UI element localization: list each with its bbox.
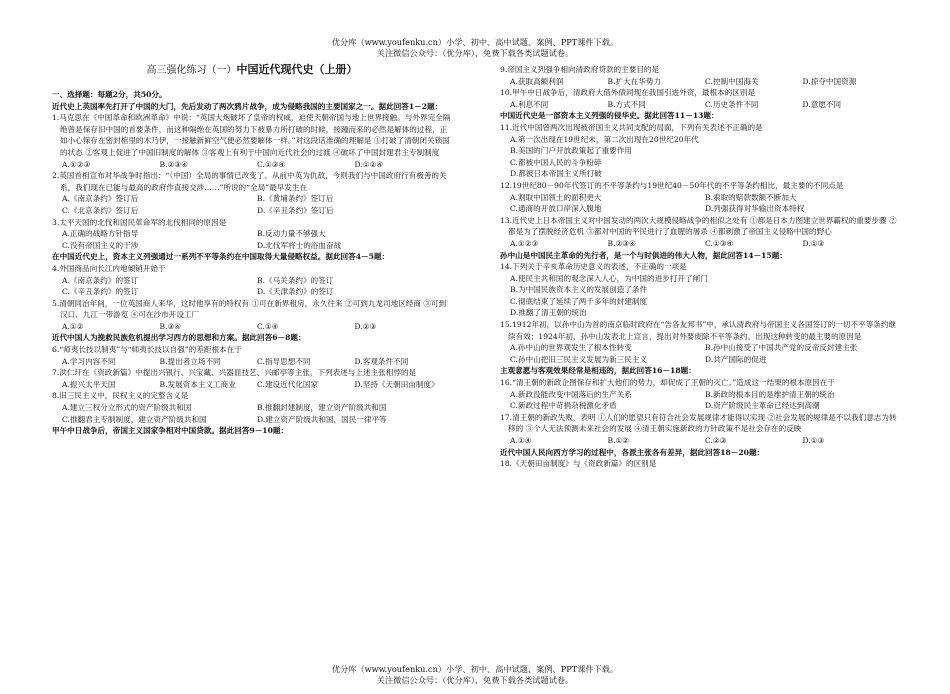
option: A.利息不同 xyxy=(510,99,549,109)
passage-2: 在中国近代史上，资本主义列强通过一系列不平等条约在中国取得大量侵略权益。据此回答4－5题： xyxy=(52,252,390,262)
option: B.发展资本主义工商业 xyxy=(159,379,236,389)
option: A.学习内容不同 xyxy=(62,356,116,366)
option: B.反动力量不够强大 xyxy=(257,229,326,239)
option: B.《马关条约》的签订 xyxy=(257,275,334,285)
option: C.历史条件不同 xyxy=(705,99,759,109)
option: D.①③ xyxy=(802,436,825,445)
option: B.②③④ xyxy=(159,159,188,169)
question-7: 7.洪仁玕在《资政新篇》中提出兴银行、兴宝藏、兴器皿技艺、兴邮亭等主张，下列表述与上述主张相悖的是 xyxy=(52,368,417,378)
option: A.第一次出现在19世纪末，第二次出现在20世纪20年代 xyxy=(510,134,699,144)
option: D.推翻了清王朝的统治 xyxy=(510,308,587,318)
question-14: 14.下列关于辛亥革命历史意义的表述，不正确的一项是 xyxy=(500,262,687,272)
option: A.使民主共和国的观念深入人心，为中国的进步打开了闸门 xyxy=(510,273,708,283)
option: B.推翻封建制度，建立资产阶级共和国 xyxy=(257,403,387,413)
option: B.孙中山接受了中国共产党的反帝反封建主张 xyxy=(705,343,858,353)
option: A.①②③ xyxy=(510,238,539,248)
option: A.割取中国领土的面积更大 xyxy=(510,192,602,202)
option: D.《辛丑条约》签订后 xyxy=(257,205,334,215)
option: B.提出者立场不同 xyxy=(159,356,221,366)
question-16-options xyxy=(500,389,900,412)
option: A.建立三权分立形式的资产阶级共和国 xyxy=(62,403,192,413)
question-6: 6.“师夷长技以制夷”与“师夷长技以自强”的差距根本在于 xyxy=(52,345,242,355)
page-header xyxy=(0,37,950,59)
option: B.新政的根本目的是维护清王朝的统治 xyxy=(705,389,835,399)
question-1-options xyxy=(52,159,452,171)
question-18: 18.《天朝田亩制度》与《资政新篇》的区别是 xyxy=(500,459,657,469)
option: B.③④ xyxy=(159,321,182,331)
right-column xyxy=(500,64,900,470)
question-15: 15.1912年初，以孙中山为首的南京临时政府在“告各友邦书”中，承认清政府与帝国主义各国签订的一切不平等条约继续有效；1924年初，孙中山发表北上宣言，提出对外要废除不平等条约。出现这种转变的最主要的原因是 xyxy=(500,320,897,341)
question-4-options xyxy=(52,275,452,298)
option: D.意愿不同 xyxy=(802,99,842,109)
question-12: 12.19世纪80－90年代签订的不平等条约与19世纪40－50年代的不平等条约相比，最主要的不同点是 xyxy=(500,180,844,190)
option: C.①③④ xyxy=(257,159,286,169)
title-prefix: 高三强化练习（一） xyxy=(146,65,237,76)
option: A.《南京条约》签订后 xyxy=(62,194,139,204)
option: C.推翻君主专制制度，建立资产阶级共和国 xyxy=(62,414,207,424)
passage-5: 中国近代史是一部资本主义列强的侵华史。据此回答11－13题： xyxy=(500,111,719,121)
question-15-options xyxy=(500,342,900,365)
question-17-options xyxy=(500,435,900,447)
option: D.①③ xyxy=(802,238,825,248)
passage-4: 甲午中日战争后，帝国主义国家争相对中国贷款。据此回答9－10题： xyxy=(52,426,289,436)
option: A.新政没能改变中国落后的生产关系 xyxy=(510,389,632,399)
option: A.①② xyxy=(62,321,84,331)
question-9: 9.帝国主义列强争相向清政府贷款的主要目的是 xyxy=(500,65,660,74)
option: B.索取的赔款数额不断加大 xyxy=(705,192,797,202)
section-heading: 一、选择题：每题2分，共50分。 xyxy=(52,90,167,99)
option: C.①③④ xyxy=(705,238,734,248)
option: C.《辛丑条约》的签订 xyxy=(62,287,139,297)
option: D.共产国际的促进 xyxy=(705,354,767,364)
option: B.①② xyxy=(607,436,630,445)
option: C.《北京条约》签订后 xyxy=(62,205,139,215)
question-14-options xyxy=(500,273,900,319)
option: A.获取高额利润 xyxy=(510,76,564,86)
question-16: 16.“清王朝的新政企图保存和扩大他们的势力，却促成了王朝的灭亡。”造成这一结果的根本原因在于 xyxy=(500,378,835,388)
option: C.控制中国海关 xyxy=(705,76,759,86)
option: C.建设近代化国家 xyxy=(257,379,319,389)
question-3: 3.太平天国的北伐和国民革命军的北伐相同的原因是 xyxy=(52,217,227,227)
option: D.建立资产阶级共和国，国民一律平等 xyxy=(257,414,387,424)
question-10: 10.甲午中日战争后，清政府大借外债同现在我国引进外资，最根本的区别是 xyxy=(500,88,756,98)
option: D.掠夺中国资源 xyxy=(802,76,857,86)
question-10-options xyxy=(500,99,900,111)
option: D.坚持《天朝田亩制度》 xyxy=(354,379,439,389)
title-main: 中国近代现代史（上册） xyxy=(236,63,358,76)
question-1: 1.马克思在《中国革命和欧洲革命》中说：“英国大炮破坏了皇帝的权威，迫使天朝帝国与地上世界接触。与外界完全隔绝曾是保存旧中国的首要条件，而这种隔绝在英国的努力下被暴力所打破的时候，接踵而来的必然是解体的过程，正如小心保存在密封棺里的木乃伊，一接触新鲜空气便必然要解体一样。”对这段话准确的理解是 ①打破了清朝闭关锁国的状态 ②客观上促进了中国旧制度的解体 ③客观上有利于中国向近代社会的过渡 ④破坏了中国封建君主专制制度 xyxy=(52,113,451,157)
question-11: 11.近代中国曾两次出现被帝国主义共同支配的局面，下列有关表述不正确的是 xyxy=(500,122,763,132)
option: C.孙中山把旧三民主义发展为新三民主义 xyxy=(510,354,648,364)
header-line-1: 优分库（www.youfenku.cn）小学、初中、高中试题、案例、PPT课件下载。 xyxy=(331,37,619,47)
question-4: 4.外国商品向长江内地倾销开始于 xyxy=(52,263,166,273)
option: C.①④ xyxy=(257,321,279,331)
option: D.都被日本帝国主义所打破 xyxy=(510,169,602,179)
page-footer xyxy=(0,664,950,686)
passage-7: 主观意愿与客观效果经常是相违的，据此回答16－18题： xyxy=(500,366,696,376)
question-2-options xyxy=(52,193,452,216)
header-line-2: 关注微信公众号：（优分库），免费下载各类试题试卷。 xyxy=(376,48,574,58)
option: C.新政过程中苛捐杂税激化矛盾 xyxy=(510,401,617,411)
option: C.通商的开放口岸深入腹地 xyxy=(510,204,602,214)
option: A.孙中山的世界观发生了根本性转变 xyxy=(510,343,632,353)
footer-line-1: 优分库（www.youfenku.cn）小学、初中、高中试题、案例、PPT课件下载。 xyxy=(331,664,619,674)
option: C.彻底结束了延续了两千多年的封建制度 xyxy=(510,296,648,306)
question-6-options xyxy=(52,356,452,368)
option: A.①②③ xyxy=(62,159,91,169)
option: C.指导思想不同 xyxy=(257,356,311,366)
option: D.②③ xyxy=(354,321,377,331)
question-8: 8.旧三民主义中，民权主义的完整含义是 xyxy=(52,391,189,401)
question-11-options xyxy=(500,134,900,180)
question-5: 5.清朝同治年间，一位英国商人来华，这时他享有的特权有 ①可在新界租房，永久往来 ②可到九龙司地区经商 ③可到汉口、九江一带游览 ④可在沙市开设工厂 xyxy=(52,298,447,320)
passage-3: 近代中国人为挽救民族危机提出学习西方的思想和方案。据此回答6－8题： xyxy=(52,333,306,343)
option: C.都被中国人民的斗争粉碎 xyxy=(510,157,602,167)
question-9-options xyxy=(500,76,900,88)
option: C.②③ xyxy=(705,436,727,445)
option: B.为中国民族资本主义的发展创造了条件 xyxy=(510,285,648,295)
question-17: 17.清王朝的新政失败，表明 ①人们的愿望只有符合社会发展规律才能得以实现 ②社会发展的规律是不以我们意志为转移的 ③个人无法预测未来社会的发展 ④清王朝实施新政的方针政策不是社会存在的反映 xyxy=(500,412,897,434)
option: D.《天津条约》的签订 xyxy=(257,287,334,297)
option: D.列强获得对华输出资本特权 xyxy=(705,204,805,214)
question-3-options xyxy=(52,228,452,251)
passage-1: 近代史上英国率先打开了中国的大门，先后发动了两次鸦片战争，成为侵略我国的主要国家之一。据此回答1－2题： xyxy=(52,101,443,111)
question-5-options xyxy=(52,321,452,333)
question-2: 2.英国首相宣布对华战争时指出：“（中国）全局的事情已改变了。从前中英为仇敌，今则我们与中国政府行有极善的关系，我们现在已能与最高的政府作直接交涉……”所说的“全局”最早发生在 xyxy=(52,171,447,192)
option: B.《黄埔条约》签订后 xyxy=(257,194,334,204)
option: B.美国的门户开放政策起了重要作用 xyxy=(510,146,632,156)
option: A.《南京条约》的签订 xyxy=(62,275,139,285)
passage-6: 孙中山是中国民主革命的先行者，是一个与时俱进的伟大人物，据此回答14－15题： xyxy=(500,250,787,260)
option: B.扩大在华势力 xyxy=(607,76,662,86)
question-12-options xyxy=(500,192,900,215)
left-column xyxy=(52,64,452,437)
passage-8: 近代中国人民向西方学习的过程中，各派主张各有差异，据此回答18－20题： xyxy=(500,447,765,457)
option: D.①②④ xyxy=(354,159,384,169)
option: D.资产阶级民主革命已经达到高潮 xyxy=(705,401,820,411)
question-13-options xyxy=(500,238,900,250)
option: B.②③④ xyxy=(607,238,636,248)
option: A.正确的战略方针指导 xyxy=(62,229,139,239)
option: D.客观条件不同 xyxy=(354,356,409,366)
question-13: 13.近代史上日本帝国主义对中国发动的两次大规模侵略战争的相似之处有 ①都是日本力图建立世界霸权的重要步骤 ②都是为了摆脱经济危机 ③都对中国的平民进行了血腥的屠杀 ④都刺激了帝国主义侵略中国的野心 xyxy=(500,215,897,237)
option: B.方式不同 xyxy=(607,99,646,109)
question-7-options xyxy=(52,379,452,391)
footer-line-2: 关注微信公众号：（优分库），免费下载各类试题试卷。 xyxy=(376,675,574,685)
page-title xyxy=(52,64,452,77)
option: D.北伐军将士的浴血奋战 xyxy=(257,240,342,250)
question-8-options xyxy=(52,402,452,425)
option: A.振兴太平天国 xyxy=(62,379,116,389)
option: A.①④ xyxy=(510,436,532,445)
option: C.没有帝国主义的干涉 xyxy=(62,240,139,250)
